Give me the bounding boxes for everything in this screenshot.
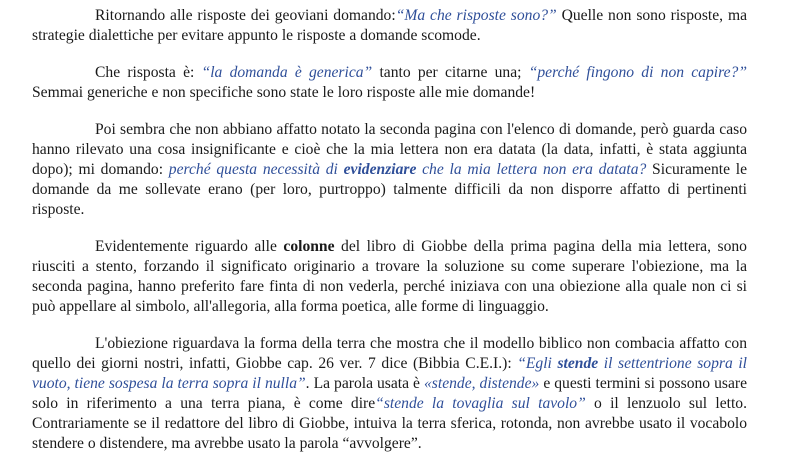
paragraph-5 bbox=[32, 334, 747, 454]
p3-quote-bold-1: evidenziare bbox=[343, 161, 417, 178]
paragraph-3 bbox=[32, 120, 747, 220]
p5-text-3: e questi termini si possono usare solo in riferimento a una terra piana, è come dire bbox=[32, 375, 747, 412]
p4-text-2: del libro di Giobbe della prima pagina della mia lettera, sono riusciti a stento, forzando il significato originario a trovare la soluzione su come superare l'obiezione, ma la seconda pagina, hanno preferito fare finta di non vederla, perché iniziava con una obiezione alla quale non ci si può appellare al simbolo, all'allegoria, alla forma poetica, alle forme di linguaggio. bbox=[32, 238, 747, 315]
paragraph-1 bbox=[32, 6, 747, 46]
p3-text-1: Poi sembra che non abbiano affatto notato la seconda pagina con l'elenco di domande, però guarda caso hanno rilevato una cosa insignificante e cioè che la mia lettera non era datata (la data, infatti, è stata aggiunta dopo); mi domando: bbox=[32, 121, 747, 178]
p5-quote-2: il settentrione sopra il vuoto, tiene sospesa la terra sopra il nulla” bbox=[32, 355, 747, 392]
p2-quote-2: “perché fingono di non capire?” bbox=[528, 64, 747, 81]
p4-text-1: Evidentemente riguardo alle bbox=[95, 238, 284, 255]
p5-text-2: . La parola usata è bbox=[305, 375, 424, 392]
p5-quote-3: «stende, distende» bbox=[424, 375, 540, 392]
p2-text-3: Semmai generiche e non specifiche sono state le loro risposte alle mie domande! bbox=[32, 84, 536, 101]
p3-quote-2: che la mia lettera non era datata? bbox=[416, 161, 647, 178]
p1-text-1: Ritornando alle risposte dei geoviani domando: bbox=[95, 7, 396, 24]
p5-text-1: L'obiezione riguardava la forma della terra che mostra che il modello biblico non combacia affatto con quello dei giorni nostri, infatti, Giobbe cap. 26 ver. 7 dice (Bibbia C.E.I.): bbox=[32, 335, 747, 372]
p2-text-1: Che risposta è: bbox=[95, 64, 202, 81]
p1-text-2: Quelle non sono risposte, ma strategie dialettiche per evitare appunto le risposte a domande scomode. bbox=[32, 7, 747, 44]
p3-text-2: Sicuramente le domande da me sollevate erano (per loro, purtroppo) talmente difficili da non disporre affatto di pertinenti risposte. bbox=[32, 161, 747, 218]
p5-quote-bold-1: stende bbox=[557, 355, 599, 372]
p5-quote-4: “stende la tovaglia sul tavolo” bbox=[375, 395, 586, 412]
p4-bold-1: colonne bbox=[283, 238, 335, 255]
p5-quote-1: “Egli bbox=[517, 355, 558, 372]
p3-quote-1: perché questa necessità di bbox=[168, 161, 344, 178]
p2-quote-1: “la domanda è generica” bbox=[201, 64, 373, 81]
paragraph-4 bbox=[32, 237, 747, 317]
p5-text-4: o il lenzuolo sul letto. Contrariamente se il redattore del libro di Giobbe, intuiva la terra sferica, rotonda, non avrebbe usato il vocabolo stendere o distendere, ma avrebbe usato la parola “avvolgere”. bbox=[32, 395, 748, 452]
p1-quote-1: “Ma che risposte sono?” bbox=[395, 7, 557, 24]
p2-text-2: tanto per citarne una; bbox=[372, 64, 529, 81]
paragraph-2 bbox=[32, 63, 747, 103]
